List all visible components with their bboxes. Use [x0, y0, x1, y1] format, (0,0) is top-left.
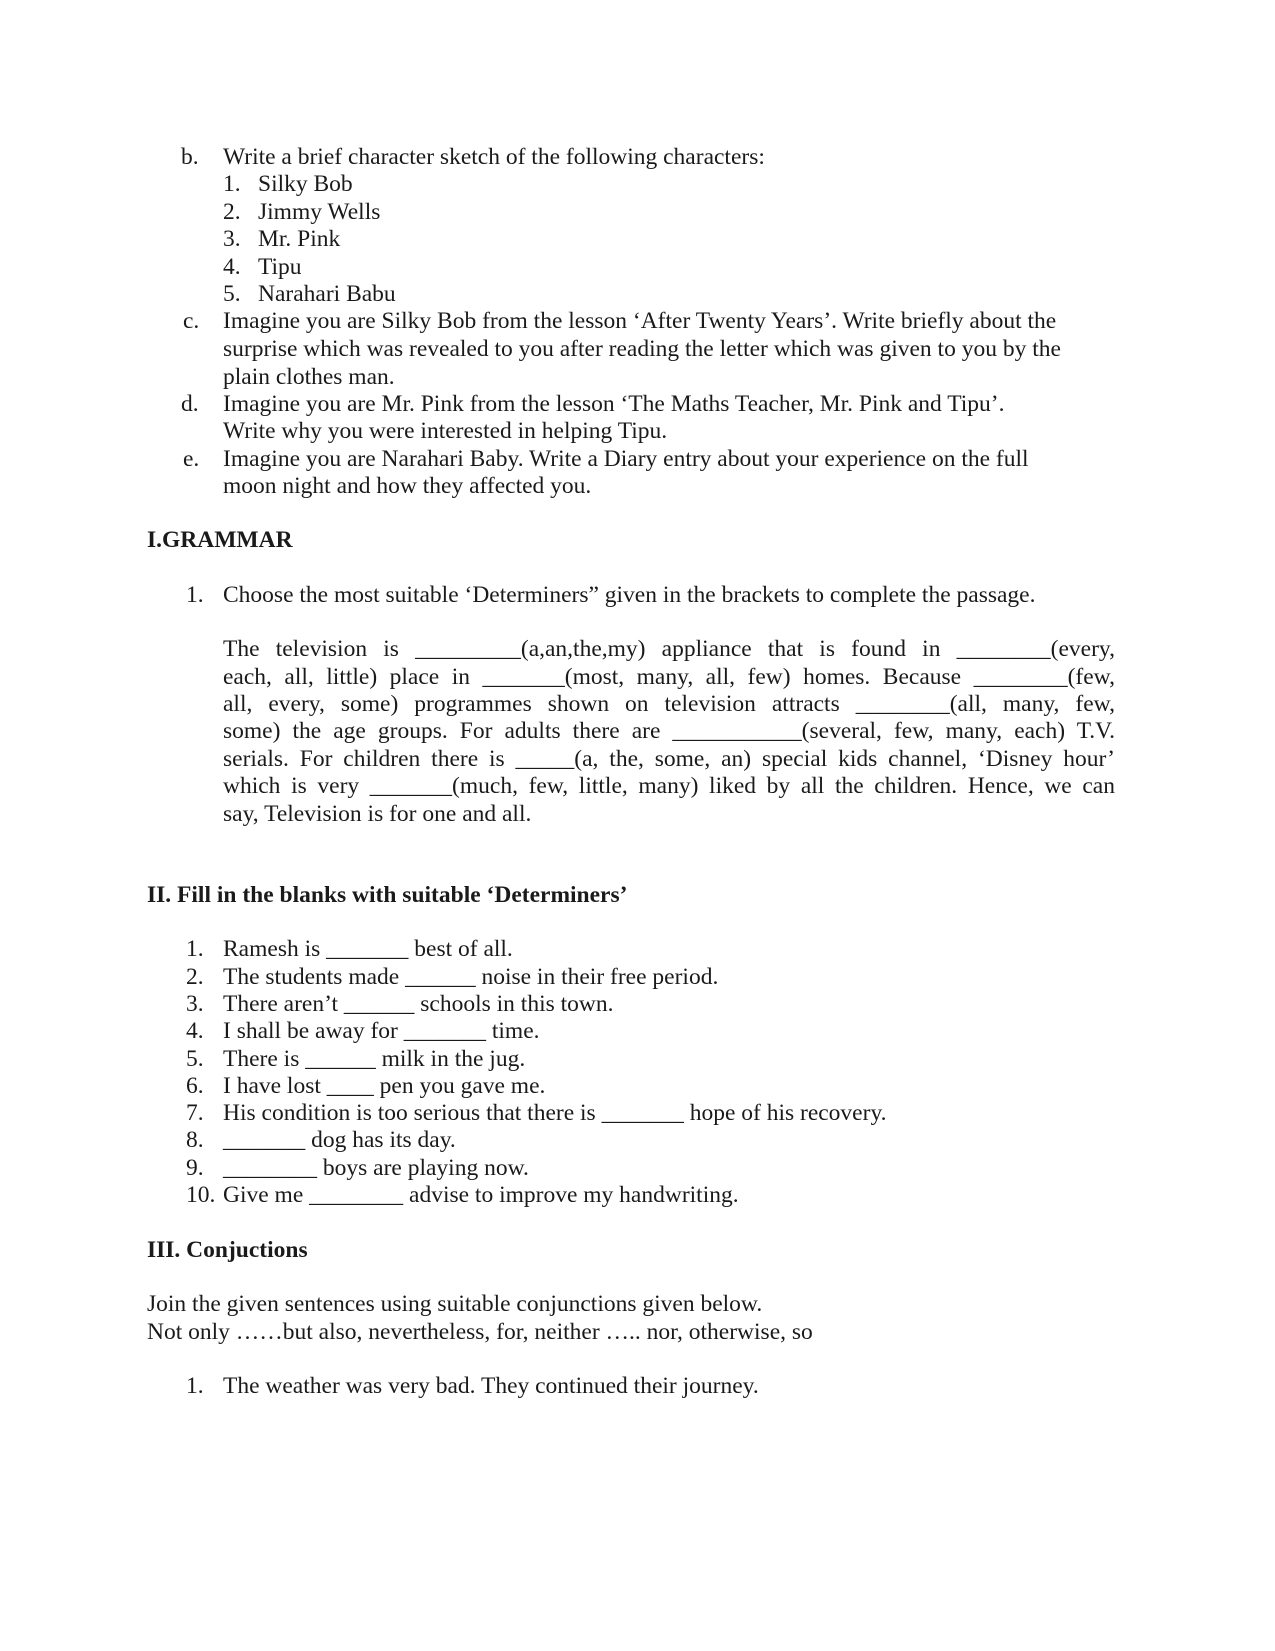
list-item: I shall be away for _______ time. [223, 1018, 540, 1044]
list-item-number: 3. [223, 226, 241, 252]
list-item: Narahari Babu [258, 281, 396, 307]
list-item-number: 2. [186, 964, 204, 990]
passage-line: which is very _______(much, few, little, many) liked by all the children. Hence, we can [223, 773, 1115, 799]
list-item: His condition is too serious that there is _______ hope of his recovery. [223, 1100, 887, 1126]
list-item-number: 10. [186, 1182, 216, 1208]
list-item-number: 6. [186, 1073, 204, 1099]
passage-line: The television is _________(a,an,the,my) appliance that is found in ________(every, [223, 636, 1115, 662]
question-line: Imagine you are Narahari Baby. Write a Diary entry about your experience on the full [223, 446, 1029, 472]
list-item: Mr. Pink [258, 226, 341, 252]
section-heading: II. Fill in the blanks with suitable ‘Determiners’ [147, 882, 628, 908]
list-item: There is ______ milk in the jug. [223, 1046, 526, 1072]
list-item: There aren’t ______ schools in this town. [223, 991, 614, 1017]
question-line: moon night and how they affected you. [223, 473, 592, 499]
question-marker: c. [183, 308, 200, 334]
question-text: Write a brief character sketch of the following characters: [223, 144, 765, 170]
list-item: The students made ______ noise in their free period. [223, 964, 719, 990]
question-marker: d. [181, 391, 199, 417]
task-number: 1. [186, 582, 204, 608]
list-item: Give me ________ advise to improve my handwriting. [223, 1182, 739, 1208]
question-line: plain clothes man. [223, 364, 395, 390]
list-item-number: 9. [186, 1155, 204, 1181]
list-item-number: 1. [223, 171, 241, 197]
question-marker: e. [183, 446, 200, 472]
passage-line: serials. For children there is _____(a, the, some, an) special kids channel, ‘Disney hour’ [223, 746, 1115, 772]
list-item: Ramesh is _______ best of all. [223, 936, 513, 962]
section-heading: III. Conjuctions [147, 1237, 308, 1263]
passage-line: some) the age groups. For adults there are ___________(several, few, many, each) T.V. [223, 718, 1115, 744]
list-item: ________ boys are playing now. [223, 1155, 529, 1181]
conjunction-options: Not only ……but also, nevertheless, for, neither ….. nor, otherwise, so [147, 1319, 813, 1345]
question-marker: b. [181, 144, 199, 170]
list-item-number: 4. [223, 254, 241, 280]
question-line: surprise which was revealed to you after reading the letter which was given to you by the [223, 336, 1061, 362]
list-item-number: 4. [186, 1018, 204, 1044]
list-item-number: 1. [186, 1373, 204, 1399]
list-item-number: 1. [186, 936, 204, 962]
list-item: Silky Bob [258, 171, 353, 197]
question-line: Imagine you are Mr. Pink from the lesson ‘The Maths Teacher, Mr. Pink and Tipu’. [223, 391, 1005, 417]
passage-line: say, Television is for one and all. [223, 801, 532, 827]
list-item: I have lost ____ pen you gave me. [223, 1073, 546, 1099]
passage-line: all, every, some) programmes shown on television attracts ________(all, many, few, [223, 691, 1115, 717]
list-item: The weather was very bad. They continued their journey. [223, 1373, 759, 1399]
list-item-number: 2. [223, 199, 241, 225]
list-item: _______ dog has its day. [223, 1127, 456, 1153]
passage-line: each, all, little) place in _______(most, many, all, few) homes. Because ________(few, [223, 664, 1115, 690]
list-item-number: 8. [186, 1127, 204, 1153]
list-item-number: 5. [223, 281, 241, 307]
list-item: Tipu [258, 254, 302, 280]
list-item-number: 3. [186, 991, 204, 1017]
instruction-text: Join the given sentences using suitable conjunctions given below. [147, 1291, 763, 1317]
question-line: Write why you were interested in helping Tipu. [223, 418, 668, 444]
task-text: Choose the most suitable ‘Determiners” given in the brackets to complete the passage. [223, 582, 1036, 608]
section-heading: I.GRAMMAR [147, 527, 293, 553]
list-item: Jimmy Wells [258, 199, 381, 225]
list-item-number: 7. [186, 1100, 204, 1126]
list-item-number: 5. [186, 1046, 204, 1072]
question-line: Imagine you are Silky Bob from the lesson ‘After Twenty Years’. Write briefly about the [223, 308, 1057, 334]
